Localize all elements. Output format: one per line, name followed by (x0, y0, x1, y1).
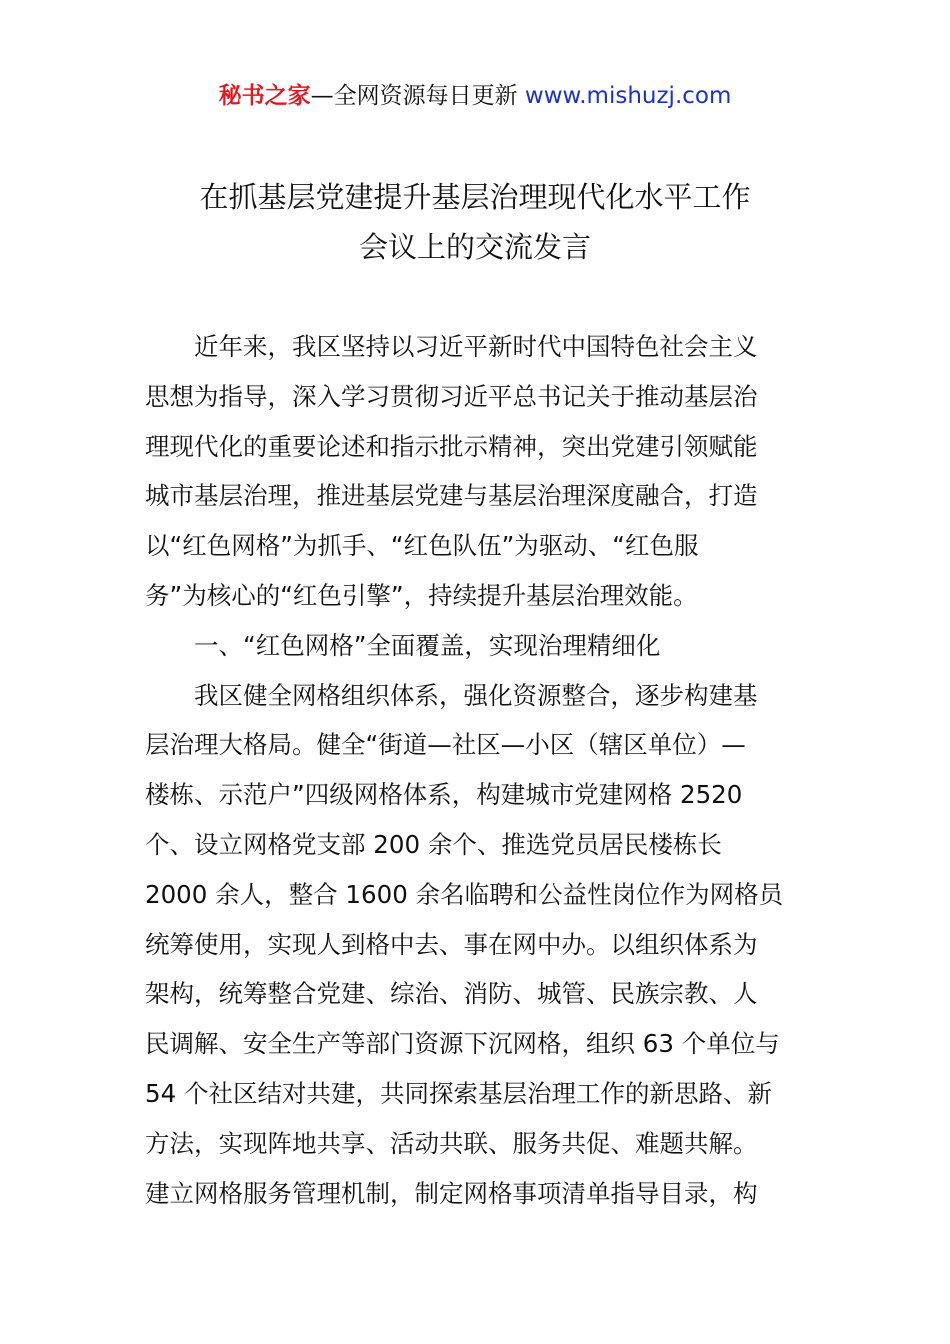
body-line: 务”为核心的“红色引擎”，持续提升基层治理效能。 (145, 580, 698, 610)
body-line: 统筹使用，实现人到格中去、事在网中办。以组织体系为 (145, 929, 758, 959)
body-line: 建立网格服务管理机制，制定网格事项清单指导目录，构 (145, 1178, 758, 1208)
body-line: 架构，统筹整合党建、综治、消防、城管、民族宗教、人 (145, 979, 758, 1009)
document-body (145, 322, 810, 1218)
title-line-2: 会议上的交流发言 (358, 230, 591, 264)
document-title (100, 172, 850, 272)
title-line-1: 在抓基层党建提升基层治理现代化水平工作 (199, 180, 751, 214)
body-line: 54 个社区结对共建，共同探索基层治理工作的新思路、新 (145, 1078, 772, 1108)
body-line: 我区健全网格组织体系，强化资源整合，逐步构建基 (194, 680, 758, 710)
body-line: 个、设立网格党支部 200 余个、推选党员居民楼栋长 (145, 829, 722, 859)
body-line: 城市基层治理，推进基层党建与基层治理深度融合，打造 (145, 481, 758, 511)
body-line: 楼栋、示范户”四级网格体系，构建城市党建网格 2520 (145, 780, 743, 810)
body-line: 方法，实现阵地共享、活动共联、服务共促、难题共解。 (145, 1128, 758, 1158)
section-heading: 一、“红色网格”全面覆盖，实现治理精细化 (194, 630, 661, 660)
body-line: 2000 余人，整合 1600 余名临聘和公益性岗位作为网格员 (145, 879, 784, 909)
site-brand: 秘书之家 (218, 83, 311, 109)
body-line: 以“红色网格”为抓手、“红色队伍”为驱动、“红色服 (145, 531, 699, 561)
body-line: 思想为指导，深入学习贯彻习近平总书记关于推动基层治 (145, 381, 758, 411)
body-line: 理现代化的重要论述和指示批示精神，突出党建引领赋能 (145, 431, 758, 461)
body-line: 近年来，我区坚持以习近平新时代中国特色社会主义 (194, 332, 758, 361)
body-line: 民调解、安全生产等部门资源下沉网格，组织 63 个单位与 (145, 1029, 780, 1059)
site-header (0, 80, 950, 112)
site-url-link[interactable]: www.mishuzj.com (524, 83, 732, 109)
site-tagline: —全网资源每日更新 (310, 83, 525, 109)
body-line: 层治理大格局。健全“街道—社区—小区（辖区单位）— (145, 730, 746, 760)
